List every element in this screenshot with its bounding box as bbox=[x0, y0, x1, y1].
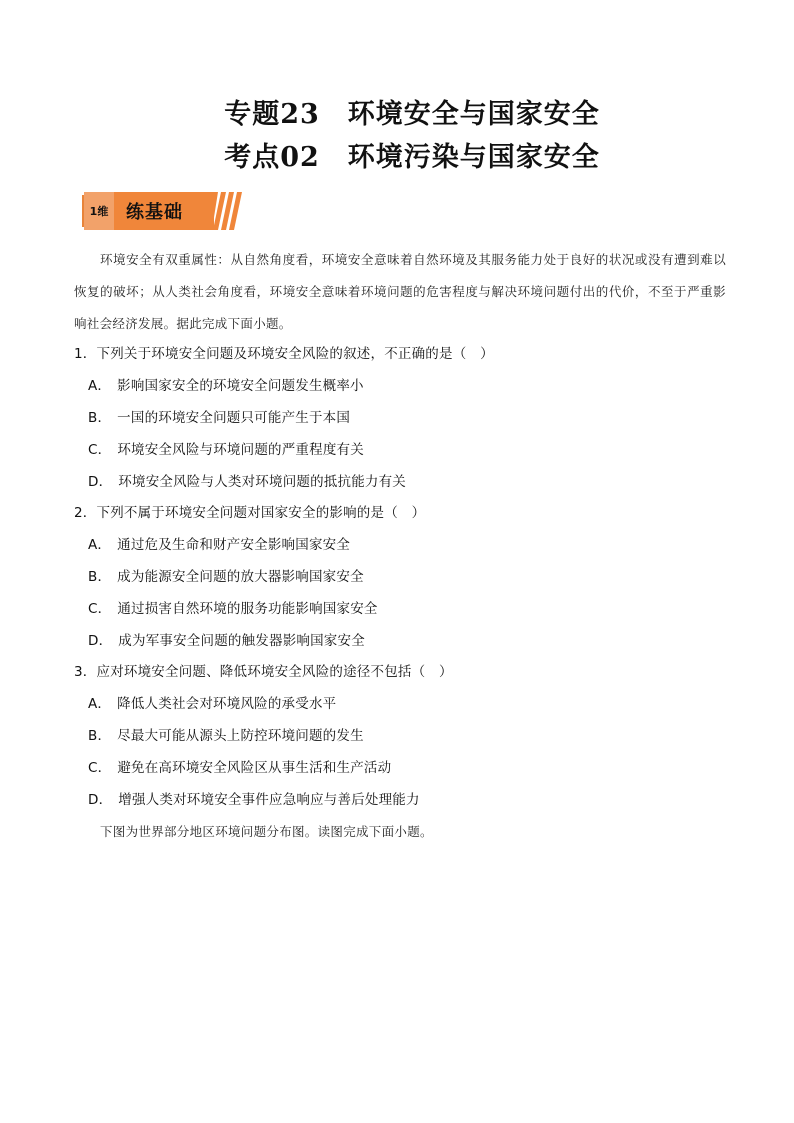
option-letter: A． bbox=[88, 696, 112, 712]
option-letter: A． bbox=[88, 378, 112, 394]
section-heading: 练基础 bbox=[114, 192, 214, 230]
option-letter: C． bbox=[88, 601, 112, 617]
question-1-option-c[interactable] bbox=[88, 440, 364, 460]
option-text: 影响国家安全的环境安全问题发生概率小 bbox=[117, 378, 364, 394]
question-3-option-d[interactable] bbox=[88, 790, 420, 810]
option-text: 增强人类对环境安全事件应急响应与善后处理能力 bbox=[118, 792, 420, 808]
option-letter: B． bbox=[88, 410, 112, 426]
question-2-option-b[interactable] bbox=[88, 567, 364, 587]
option-letter: D． bbox=[88, 474, 113, 490]
question-1-stem: 1．下列关于环境安全问题及环境安全风险的叙述，不正确的是（ ） bbox=[74, 346, 494, 362]
intro-paragraph: 环境安全有双重属性：从自然角度看，环境安全意味着自然环境及其服务能力处于良好的状况或没有遭到难以恢复的破坏；从人类社会角度看，环境安全意味着环境问题的危害程度与解决环境问题付出的代价，不至于严重影响社会经济发展。据此完成下面小题。 bbox=[74, 252, 726, 331]
option-letter: A． bbox=[88, 537, 112, 553]
option-text: 成为能源安全问题的放大器影响国家安全 bbox=[117, 569, 364, 585]
question-1-option-a[interactable] bbox=[88, 376, 364, 396]
section-banner bbox=[84, 192, 264, 230]
question-3-option-b[interactable] bbox=[88, 726, 364, 746]
option-letter: C． bbox=[88, 760, 112, 776]
question-3-stem: 3．应对环境安全问题、降低环境安全风险的途径不包括（ ） bbox=[74, 664, 453, 680]
question-1-option-d[interactable] bbox=[88, 472, 406, 492]
option-text: 环境安全风险与环境问题的严重程度有关 bbox=[117, 442, 364, 458]
question-2-option-c[interactable] bbox=[88, 599, 378, 619]
option-text: 一国的环境安全问题只可能产生于本国 bbox=[117, 410, 351, 426]
banner-tag: 1维 bbox=[84, 192, 116, 230]
option-letter: D． bbox=[88, 633, 113, 649]
question-3-option-c[interactable] bbox=[88, 758, 391, 778]
option-text: 环境安全风险与人类对环境问题的抵抗能力有关 bbox=[118, 474, 406, 490]
stripes-icon bbox=[212, 192, 246, 230]
option-letter: C． bbox=[88, 442, 112, 458]
question-2-option-d[interactable] bbox=[88, 631, 365, 651]
option-text: 避免在高环境安全风险区从事生活和生产活动 bbox=[117, 760, 392, 776]
option-letter: B． bbox=[88, 569, 112, 585]
question-1-option-b[interactable] bbox=[88, 408, 350, 428]
question-2-stem: 2．下列不属于环境安全问题对国家安全的影响的是（ ） bbox=[74, 505, 426, 521]
question-3-option-a[interactable] bbox=[88, 694, 336, 714]
option-text: 降低人类社会对环境风险的承受水平 bbox=[117, 696, 337, 712]
page-subtitle: 考点02 环境污染与国家安全 bbox=[224, 142, 600, 173]
option-letter: D． bbox=[88, 792, 113, 808]
option-text: 尽最大可能从源头上防控环境问题的发生 bbox=[117, 728, 364, 744]
question-2-option-a[interactable] bbox=[88, 535, 350, 555]
option-text: 通过危及生命和财产安全影响国家安全 bbox=[117, 537, 351, 553]
figure-instruction: 下图为世界部分地区环境问题分布图。读图完成下面小题。 bbox=[100, 824, 433, 839]
option-letter: B． bbox=[88, 728, 112, 744]
page-title: 专题23 环境安全与国家安全 bbox=[224, 99, 600, 130]
option-text: 成为军事安全问题的触发器影响国家安全 bbox=[118, 633, 365, 649]
option-text: 通过损害自然环境的服务功能影响国家安全 bbox=[117, 601, 378, 617]
